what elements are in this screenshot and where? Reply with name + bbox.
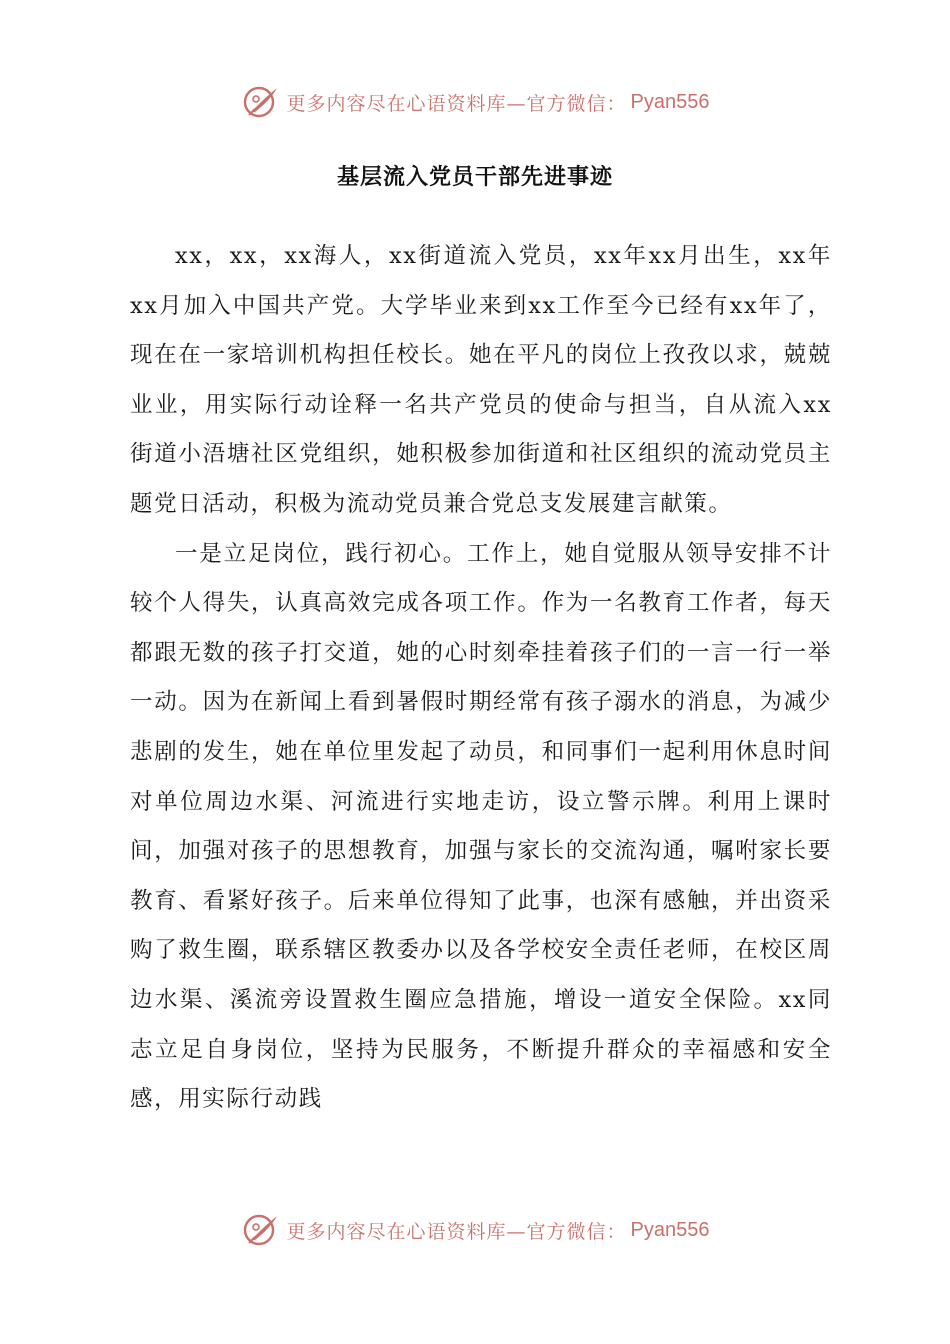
document-title: 基层流入党员干部先进事迹 (336, 164, 613, 190)
watermark-wechat-id: Pyan556 (630, 90, 710, 113)
footer-watermark (0, 1206, 950, 1254)
quill-logo-icon (241, 1210, 281, 1250)
watermark-text: 更多内容尽在心语资料库—官方微信： (286, 92, 627, 115)
paragraph-section-one: 一是立足岗位，践行初心。工作上，她自觉服从领导安排不计较个人得失，认真高效完成各项工作。作为一名教育工作者，每天都跟无数的孩子打交道，她的心时刻牵挂着孩子们的一言一行一举一动。因为在新闻上看到暑假时期经常有孩子溺水的消息，为减少悲剧的发生，她在单位里发起了动员，和同事们一起利用休息时间对单位周边水渠、河流进行实地走访，设立警示牌。利用上课时间，加强对孩子的思想教育，加强与家长的交流沟通，嘱咐家长要教育、看紧好孩子。后来单位得知了此事，也深有感触，并出资采购了救生圈，联系辖区教委办以及各学校安全责任老师，在校区周边水渠、溪流旁设置救生圈应急措施，增设一道安全保险。xx同志立足自身岗位，坚持为民服务，不断提升群众的幸福感和安全感，用实际行动践 (130, 540, 832, 1113)
watermark-wechat-id: Pyan556 (630, 1218, 710, 1241)
document-body (130, 232, 832, 1125)
quill-logo-icon (241, 82, 281, 122)
watermark-text: 更多内容尽在心语资料库—官方微信： (286, 1220, 627, 1243)
header-watermark (0, 78, 950, 126)
paragraph-intro: xx，xx，xx海人，xx街道流入党员，xx年xx月出生，xx年xx月加入中国共产党。大学毕业来到xx工作至今已经有xx年了，现在在一家培训机构担任校长。她在平凡的岗位上孜孜以求，兢兢业业，用实际行动诠释一名共产党员的使命与担当，自从流入xx街道小浯塘社区党组织，她积极参加街道和社区组织的流动党员主题党日活动，积极为流动党员兼合党总支发展建言献策。 (130, 243, 832, 517)
